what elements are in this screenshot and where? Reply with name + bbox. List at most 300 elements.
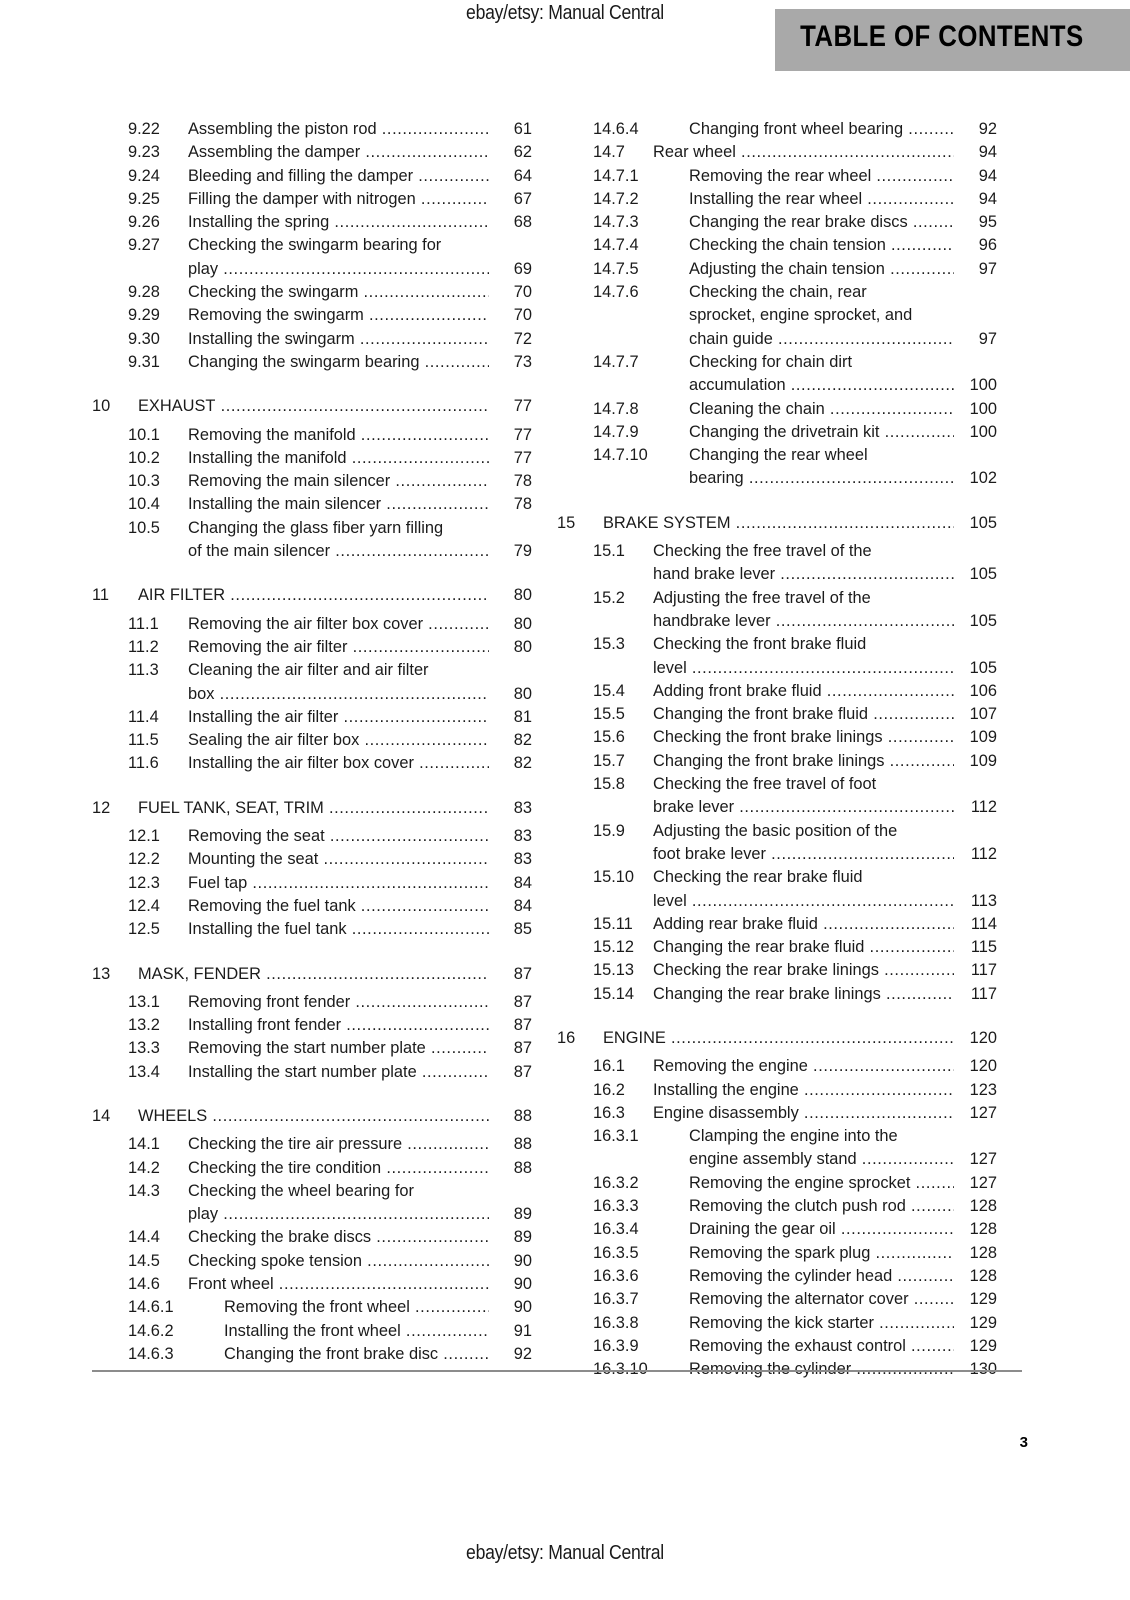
toc-entry-page: 79 — [513, 542, 532, 561]
toc-entry[interactable] — [557, 773, 997, 796]
toc-entry[interactable] — [557, 1027, 997, 1050]
toc-entry-title — [188, 991, 489, 1014]
toc-entry-page: 97 — [978, 259, 997, 278]
toc-entry-title-text: Adding front brake fluid — [653, 681, 822, 700]
toc-column-left — [92, 118, 532, 1381]
toc-entry[interactable] — [557, 281, 997, 304]
toc-entry-title — [653, 750, 954, 773]
toc-entry-number: 16.3.1 — [593, 1127, 639, 1146]
toc-entry-number: 15 — [557, 513, 576, 532]
toc-entry-page: 87 — [513, 964, 532, 983]
toc-entry[interactable] — [557, 1125, 997, 1148]
toc-entry-number: 16.3.8 — [593, 1313, 639, 1332]
toc-entry-title-text: Engine disassembly — [653, 1103, 799, 1122]
toc-entry-title — [689, 1172, 954, 1195]
toc-entry[interactable] — [557, 118, 997, 141]
toc-entry-number: 9.30 — [128, 329, 160, 348]
toc-entry-continuation — [557, 1148, 997, 1171]
toc-entry-page: 92 — [513, 1344, 532, 1363]
toc-entry-title-text: Checking the wheel bearing for — [188, 1181, 414, 1200]
toc-entry-title-text: Installing the manifold — [188, 448, 347, 467]
toc-entry-title-text: Changing the swingarm bearing — [188, 352, 420, 371]
toc-entry[interactable] — [92, 517, 532, 540]
toc-entry-number: 14.2 — [128, 1158, 160, 1177]
toc-entry-page: 80 — [513, 586, 532, 605]
toc-entry-title-wrap — [653, 610, 954, 633]
toc-entry-title-wrap — [653, 843, 954, 866]
toc-entry-number: 16.3.9 — [593, 1336, 639, 1355]
toc-entry-number: 16.3.5 — [593, 1243, 639, 1262]
toc-entry-page: 107 — [969, 705, 997, 724]
toc-entry-number: 15.2 — [593, 588, 625, 607]
toc-entry-number: 15.6 — [593, 728, 625, 747]
toc-entry[interactable] — [92, 848, 532, 871]
toc-entry[interactable] — [92, 1014, 532, 1037]
toc-entry-title — [689, 1312, 954, 1335]
toc-entry[interactable] — [557, 444, 997, 467]
toc-entry-page: 109 — [969, 751, 997, 770]
toc-entry-title-text: Installing the main silencer — [188, 495, 382, 514]
toc-entry-title — [138, 584, 489, 607]
toc-entry[interactable] — [92, 613, 532, 636]
toc-entry-continuation — [92, 540, 532, 563]
toc-entry-title-text: Checking the swingarm bearing for — [188, 236, 442, 255]
toc-entry[interactable] — [92, 118, 532, 141]
toc-entry-page: 100 — [969, 399, 997, 418]
toc-entry-title-text: chain guide — [689, 329, 773, 348]
toc-entry-title — [653, 680, 954, 703]
toc-entry-title — [653, 703, 954, 726]
toc-entry-title-text: play — [188, 1205, 219, 1224]
toc-entry-page: 83 — [513, 850, 532, 869]
toc-entry-number: 10 — [92, 397, 111, 416]
toc-entry[interactable] — [92, 447, 532, 470]
toc-column-right — [557, 118, 997, 1381]
toc-entry[interactable] — [92, 1320, 532, 1343]
toc-entry-page: 84 — [513, 873, 532, 892]
toc-entry-page: 87 — [513, 1039, 532, 1058]
toc-entry-number: 11.5 — [128, 731, 159, 750]
toc-entry-number: 9.22 — [128, 120, 160, 138]
toc-entry-title — [188, 281, 489, 304]
toc-entry-page: 105 — [969, 658, 997, 677]
toc-entry-title — [188, 1250, 489, 1273]
toc-entry-title-text: Adjusting the free travel of the — [653, 588, 871, 607]
toc-entry-title — [138, 1105, 489, 1128]
toc-entry[interactable] — [92, 1273, 532, 1296]
toc-entry[interactable] — [92, 963, 532, 986]
toc-entry-title — [188, 825, 489, 848]
toc-entry[interactable] — [557, 398, 997, 421]
toc-entry-title — [653, 540, 954, 563]
toc-entry-title-text: Removing the start number plate — [188, 1039, 426, 1058]
watermark-bottom: ebay/etsy: Manual Central — [466, 1542, 664, 1564]
toc-entry[interactable] — [92, 1250, 532, 1273]
toc-entry-page: 90 — [513, 1298, 532, 1317]
toc-entry-title-text: Checking the brake discs — [188, 1228, 372, 1247]
toc-entry-continuation — [557, 890, 997, 913]
toc-entry-number: 13.4 — [128, 1062, 160, 1081]
toc-entry[interactable] — [557, 913, 997, 936]
toc-entry-title — [653, 936, 954, 959]
toc-entry[interactable] — [557, 633, 997, 656]
toc-entry-page: 82 — [513, 731, 532, 750]
toc-entry[interactable] — [557, 1195, 997, 1218]
toc-entry-title-text: Front wheel — [188, 1275, 274, 1294]
toc-entry-title-wrap — [689, 328, 954, 351]
toc-entry-title-wrap — [188, 1203, 489, 1226]
toc-entry-title-text: Sealing the air filter box — [188, 731, 360, 750]
toc-entry[interactable] — [557, 234, 997, 257]
toc-entry-number: 10.1 — [128, 425, 160, 444]
toc-entry[interactable] — [92, 1343, 532, 1366]
toc-entry-number: 12.3 — [128, 873, 160, 892]
toc-entry-title-text: Filling the damper with nitrogen — [188, 189, 416, 208]
toc-entry-title-text: Removing the exhaust control — [689, 1336, 906, 1355]
toc-entry-number: 16.3.7 — [593, 1290, 639, 1309]
toc-entry[interactable] — [557, 1242, 997, 1265]
toc-entry-number: 14.6.1 — [128, 1298, 174, 1317]
toc-entry-page: 89 — [513, 1205, 532, 1224]
toc-entry-title-text: of the main silencer — [188, 542, 331, 561]
toc-entry-title-text: FUEL TANK, SEAT, TRIM — [138, 798, 324, 817]
toc-entry-title-text: Removing the fuel tank — [188, 896, 356, 915]
toc-entry-title-text: MASK, FENDER — [138, 964, 261, 983]
toc-entry[interactable] — [92, 825, 532, 848]
toc-entry[interactable] — [557, 983, 997, 1006]
toc-entry-title-text: Assembling the piston rod — [188, 120, 377, 138]
toc-entry-page: 127 — [969, 1103, 997, 1122]
toc-entry-page: 77 — [513, 448, 532, 467]
toc-entry-title-text: Changing front wheel bearing — [689, 120, 904, 138]
toc-entry-continuation — [557, 657, 997, 680]
toc-entry-title — [689, 1335, 954, 1358]
toc-entry-title-text: Changing the glass fiber yarn filling — [188, 518, 444, 537]
toc-entry-title-text: Checking the rear brake linings — [653, 961, 879, 980]
toc-entry-title — [224, 1343, 489, 1366]
toc-entry[interactable] — [557, 421, 997, 444]
toc-entry-title — [689, 1242, 954, 1265]
toc-entry-title-text: Changing the drivetrain kit — [689, 422, 880, 441]
toc-entry[interactable] — [92, 395, 532, 418]
toc-entry-title-text: Removing the spark plug — [689, 1243, 871, 1262]
toc-entry-title — [188, 1133, 489, 1156]
toc-entry-title — [689, 421, 954, 444]
toc-entry-title — [689, 398, 954, 421]
toc-entry-title-text: Checking the chain tension — [689, 236, 886, 255]
toc-entry-number: 15.12 — [593, 938, 635, 957]
toc-entry-page: 70 — [513, 283, 532, 302]
toc-entry-number: 11.3 — [128, 661, 159, 680]
toc-entry-title-text: Changing the front brake linings — [653, 751, 885, 770]
toc-entry-title — [188, 1226, 489, 1249]
page-number: 3 — [1019, 1434, 1028, 1451]
toc-entry[interactable] — [557, 959, 997, 982]
toc-entry[interactable] — [557, 1102, 997, 1125]
toc-entry[interactable] — [557, 1218, 997, 1241]
toc-entry-title-text: Checking the rear brake fluid — [653, 868, 863, 887]
toc-entry-number: 14.7.6 — [593, 283, 639, 302]
toc-entry-title-text: Checking for chain dirt — [689, 352, 853, 371]
toc-entry-title-wrap — [689, 374, 954, 397]
toc-entry[interactable] — [557, 1312, 997, 1335]
toc-entry-continuation — [557, 328, 997, 351]
toc-entry-title-text: Rear wheel — [653, 143, 736, 162]
toc-entry-number: 15.7 — [593, 751, 625, 770]
toc-entry-title — [188, 1061, 489, 1084]
toc-entry-number: 13.3 — [128, 1039, 160, 1058]
toc-entry-title — [653, 959, 954, 982]
toc-entry-continuation — [92, 683, 532, 706]
toc-entry[interactable] — [92, 188, 532, 211]
toc-entry-title — [138, 395, 489, 418]
toc-entry-title-text: Installing front fender — [188, 1016, 342, 1035]
toc-entry-title-text: Removing the alternator cover — [689, 1290, 909, 1309]
toc-entry[interactable] — [557, 820, 997, 843]
toc-entry-number: 15.13 — [593, 961, 635, 980]
toc-entry-title — [653, 1079, 954, 1102]
toc-entry[interactable] — [557, 750, 997, 773]
toc-entry-number: 14.7.2 — [593, 189, 639, 208]
toc-entry[interactable] — [92, 797, 532, 820]
toc-entry-title — [653, 983, 954, 1006]
toc-entry-number: 12.4 — [128, 896, 160, 915]
toc-entry-number: 14.4 — [128, 1228, 160, 1247]
toc-entry[interactable] — [557, 1265, 997, 1288]
toc-entry-title-text: Installing the start number plate — [188, 1062, 417, 1081]
toc-entry[interactable] — [557, 587, 997, 610]
toc-entry-number: 14.5 — [128, 1251, 160, 1270]
toc-entry-number: 12.5 — [128, 920, 160, 939]
toc-entry-page: 105 — [969, 565, 997, 584]
toc-entry-title — [188, 351, 489, 374]
toc-entry[interactable] — [92, 636, 532, 659]
toc-entry-number: 9.25 — [128, 189, 160, 208]
toc-entry-title-wrap — [653, 796, 954, 819]
toc-entry-page: 77 — [513, 425, 532, 444]
toc-entry[interactable] — [92, 141, 532, 164]
toc-entry-title-text: Installing the air filter — [188, 707, 339, 726]
toc-entry-page: 128 — [969, 1220, 997, 1239]
toc-entry-title-text: Checking the chain, rear — [689, 283, 867, 302]
toc-entry-number: 15.1 — [593, 542, 625, 561]
toc-entry-title — [188, 141, 489, 164]
toc-entry[interactable] — [92, 470, 532, 493]
toc-entry-number: 16.3.2 — [593, 1173, 639, 1192]
toc-entry-page: 95 — [978, 213, 997, 232]
toc-entry-title-text: ENGINE — [603, 1028, 666, 1047]
toc-entry[interactable] — [557, 1288, 997, 1311]
toc-entry-continuation — [92, 1203, 532, 1226]
toc-entry-title — [188, 636, 489, 659]
toc-entry[interactable] — [92, 1180, 532, 1203]
toc-entry[interactable] — [557, 211, 997, 234]
toc-entry-number: 16.2 — [593, 1080, 625, 1099]
toc-entry-page: 112 — [970, 844, 997, 863]
toc-entry-title — [188, 872, 489, 895]
toc-entry-page: 92 — [978, 120, 997, 138]
toc-entry-page: 90 — [513, 1251, 532, 1270]
toc-entry-title — [603, 1027, 954, 1050]
toc-entry-title-text: Mounting the seat — [188, 850, 319, 869]
toc-entry[interactable] — [557, 512, 997, 535]
toc-entry-title-text: Removing the air filter box cover — [188, 614, 424, 633]
watermark-top: ebay/etsy: Manual Central — [466, 2, 664, 24]
toc-entry[interactable] — [557, 866, 997, 889]
toc-entry-title-text: Installing the fuel tank — [188, 920, 347, 939]
toc-entry[interactable] — [92, 659, 532, 682]
toc-entry-title-wrap — [653, 563, 954, 586]
toc-entry[interactable] — [92, 1296, 532, 1319]
toc-entry-title — [689, 234, 954, 257]
toc-entry-title-text: engine assembly stand — [689, 1150, 857, 1169]
toc-entry-number: 14.7 — [593, 143, 625, 162]
toc-entry-number: 16.3.4 — [593, 1220, 639, 1239]
toc-entry-title — [188, 752, 489, 775]
toc-entry-continuation — [557, 304, 997, 327]
toc-entry[interactable] — [92, 918, 532, 941]
toc-entry-title-text: Removing the main silencer — [188, 472, 391, 491]
toc-entry-title-text: Changing the rear wheel — [689, 446, 868, 465]
toc-entry[interactable] — [92, 895, 532, 918]
toc-entry[interactable] — [557, 540, 997, 563]
toc-entry[interactable] — [92, 1061, 532, 1084]
toc-entry[interactable] — [92, 872, 532, 895]
toc-entry[interactable] — [92, 1105, 532, 1128]
toc-entry-page: 128 — [969, 1197, 997, 1216]
toc-entry-page: 91 — [513, 1321, 532, 1340]
toc-entry[interactable] — [92, 1133, 532, 1156]
toc-entry-title-text: Checking the free travel of foot — [653, 775, 877, 794]
toc-entry[interactable] — [92, 304, 532, 327]
toc-entry-number: 13 — [92, 964, 111, 983]
toc-entry-number: 14.6.3 — [128, 1344, 174, 1363]
toc-entry-title-text: Cleaning the air filter and air filter — [188, 661, 429, 680]
toc-entry-continuation — [92, 258, 532, 281]
toc-entry-number: 14.7.3 — [593, 213, 639, 232]
toc-entry-title — [188, 424, 489, 447]
toc-entry-page: 78 — [513, 495, 532, 514]
toc-entry-title — [188, 918, 489, 941]
toc-entry-title-text: level — [653, 658, 687, 677]
toc-entry-page: 117 — [970, 961, 997, 980]
toc-entry[interactable] — [92, 729, 532, 752]
toc-entry-title-wrap — [653, 890, 954, 913]
toc-entry[interactable] — [92, 1037, 532, 1060]
toc-entry[interactable] — [92, 281, 532, 304]
toc-entry[interactable] — [557, 1172, 997, 1195]
toc-entry[interactable] — [557, 1079, 997, 1102]
toc-entry-number: 9.31 — [128, 352, 160, 371]
toc-entry-title-text: Checking the swingarm — [188, 283, 359, 302]
toc-entry-title-text: handbrake lever — [653, 611, 771, 630]
toc-entry-number: 9.28 — [128, 283, 160, 302]
toc-entry-page: 88 — [513, 1158, 532, 1177]
toc-entry-title-text: Checking the front brake linings — [653, 728, 883, 747]
toc-entry[interactable] — [92, 493, 532, 516]
toc-entry-title-text: foot brake lever — [653, 844, 766, 863]
toc-entry-continuation — [557, 843, 997, 866]
toc-entry-title-text: Changing the rear brake linings — [653, 984, 881, 1003]
toc-entry-title-text: Removing the front wheel — [224, 1298, 410, 1317]
toc-entry-number: 10.5 — [128, 518, 160, 537]
toc-entry[interactable] — [92, 351, 532, 374]
toc-entry-title-text: level — [653, 891, 687, 910]
toc-entry[interactable] — [557, 258, 997, 281]
toc-entry-title-text: Checking the tire condition — [188, 1158, 382, 1177]
toc-entry-title-wrap — [689, 1148, 954, 1171]
toc-entry-title — [188, 118, 489, 141]
toc-entry[interactable] — [92, 234, 532, 257]
toc-entry[interactable] — [92, 424, 532, 447]
toc-entry-title — [188, 659, 489, 682]
toc-entry[interactable] — [92, 211, 532, 234]
toc-entry-page: 89 — [513, 1228, 532, 1247]
toc-entry-title — [188, 447, 489, 470]
toc-entry[interactable] — [557, 351, 997, 374]
toc-entry[interactable] — [92, 752, 532, 775]
toc-entry-title-text: Removing the manifold — [188, 425, 356, 444]
toc-entry-title-text: Fuel tap — [188, 873, 248, 892]
toc-entry-page: 61 — [513, 120, 532, 138]
toc-entry-title-text: Adjusting the basic position of the — [653, 821, 898, 840]
toc-entry-title-text: Installing the rear wheel — [689, 189, 863, 208]
toc-entry-title-text: Removing front fender — [188, 992, 351, 1011]
toc-entry-page: 105 — [969, 513, 997, 532]
toc-entry-number: 14.7.7 — [593, 352, 639, 371]
toc-entry-title-wrap — [188, 683, 489, 706]
toc-entry-title — [188, 211, 489, 234]
toc-entry-number: 10.3 — [128, 472, 160, 491]
toc-entry-title-text: Removing the clutch push rod — [689, 1197, 906, 1216]
toc-entry-number: 11.2 — [128, 637, 159, 656]
toc-entry[interactable] — [557, 165, 997, 188]
toc-entry-number: 16 — [557, 1028, 576, 1047]
toc-entry[interactable] — [92, 706, 532, 729]
toc-entry[interactable] — [557, 726, 997, 749]
toc-entry[interactable] — [557, 1335, 997, 1358]
toc-entry[interactable] — [92, 328, 532, 351]
toc-entry[interactable] — [92, 165, 532, 188]
toc-entry[interactable] — [92, 584, 532, 607]
toc-entry[interactable] — [557, 141, 997, 164]
toc-entry-page: 80 — [513, 637, 532, 656]
toc-entry-title-text: Adding rear brake fluid — [653, 914, 818, 933]
toc-entry-number: 10.4 — [128, 495, 160, 514]
toc-entry-number: 14.7.4 — [593, 236, 639, 255]
toc-entry[interactable] — [557, 1055, 997, 1078]
toc-entry-title-text: Bleeding and filling the damper — [188, 166, 414, 185]
toc-entry[interactable] — [557, 703, 997, 726]
toc-entry[interactable] — [92, 991, 532, 1014]
toc-entry-page: 90 — [513, 1275, 532, 1294]
toc-entry[interactable] — [557, 936, 997, 959]
toc-entry-number: 15.11 — [593, 914, 633, 933]
toc-entry-page: 84 — [513, 896, 532, 915]
toc-entry[interactable] — [92, 1226, 532, 1249]
toc-entry-number: 11.6 — [128, 754, 159, 773]
toc-entry[interactable] — [92, 1157, 532, 1180]
toc-entry-number: 11 — [92, 586, 110, 605]
toc-entry-title — [188, 706, 489, 729]
toc-entry[interactable] — [557, 680, 997, 703]
toc-entry-number: 12 — [92, 798, 111, 817]
toc-entry-page: 128 — [969, 1243, 997, 1262]
toc-entry-title-text: sprocket, engine sprocket, and — [689, 306, 913, 325]
toc-entry-page: 100 — [969, 422, 997, 441]
toc-entry-number: 14.7.8 — [593, 399, 639, 418]
toc-entry[interactable] — [557, 188, 997, 211]
